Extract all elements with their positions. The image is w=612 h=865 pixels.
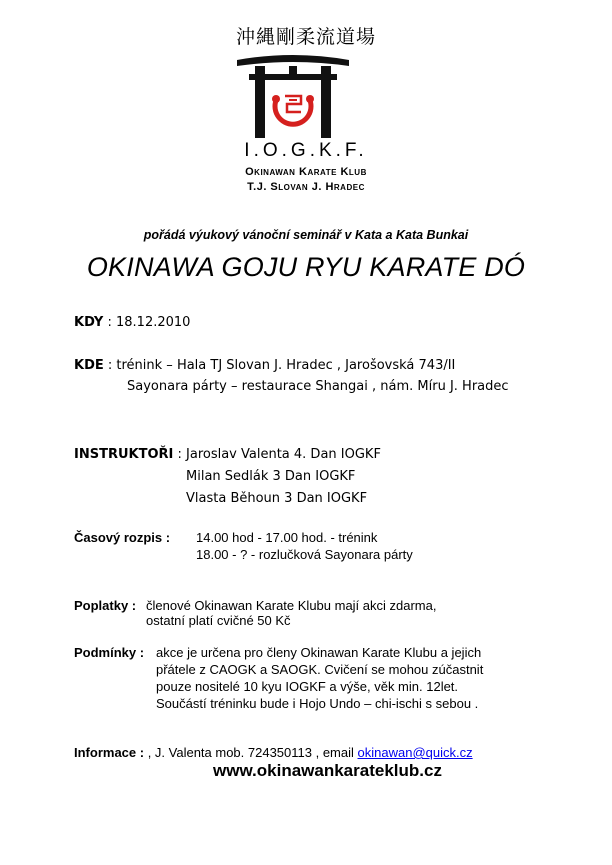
rozpis-label: Časový rozpis :	[74, 530, 171, 545]
kdy-value: : 18.12.2010	[107, 315, 191, 330]
kde-line1: : trénink – Hala TJ Slovan J. Hradec , Jarošovská 743/II	[107, 358, 456, 373]
poplatky-label: Poplatky :	[74, 598, 137, 613]
kde-label: KDE	[74, 358, 104, 373]
podminky-line1: akce je určena pro členy Okinawan Karate Klubu a jejich	[156, 645, 482, 660]
rozpis-line2: 18.00 - ? - rozlučková Sayonara párty	[196, 547, 413, 562]
kde-line2: Sayonara párty – restaurace Shangai , nám. Míru J. Hradec	[127, 379, 509, 394]
headline: OKINAWA GOJU RYU KARATE DÓ	[86, 252, 526, 282]
podminky-line3: pouze nositelé 10 kyu IOGKF a výše, věk min. 12let.	[156, 679, 459, 694]
kdy-label: KDY	[74, 315, 104, 330]
rozpis-line1: 14.00 hod - 17.00 hod. - trénink	[196, 530, 378, 545]
instructor-3: Vlasta Běhoun 3 Dan IOGKF	[186, 491, 368, 506]
instruktori-row	[74, 447, 381, 462]
informace-label: Informace :	[74, 745, 145, 760]
kanji-title: 沖縄剛柔流道場	[235, 26, 376, 48]
poplatky-line1: členové Okinawan Karate Klubu mají akci zdarma,	[146, 598, 437, 613]
kdy-row	[74, 315, 190, 330]
logo-org-name: I.O.G.K.F.	[244, 140, 368, 161]
instructor-2: Milan Sedlák 3 Dan IOGKF	[186, 469, 356, 484]
kde-row	[74, 358, 455, 373]
podminky-line2: přátele z CAOGK a SAOGK. Cvičení se mohou zúčastnit	[156, 662, 484, 677]
iogkf-torii-logo	[233, 52, 353, 140]
podminky-label: Podmínky :	[74, 645, 145, 660]
email-link[interactable]: okinawan@quick.cz	[357, 745, 473, 760]
instructor-1: : Jaroslav Valenta 4. Dan IOGKF	[177, 447, 381, 462]
poplatky-line2: ostatní platí cvičné 50 Kč	[146, 613, 291, 628]
podminky-line4: Součástí tréninku bude i Hojo Undo – chi-ischi s sebou .	[156, 696, 479, 711]
informace-row	[74, 745, 473, 760]
intro-text: pořádá výukový vánoční seminář v Kata a Kata Bunkai	[143, 228, 469, 242]
club-location: T.J. Slovan J. Hradec	[247, 181, 365, 193]
instruktori-label: INSTRUKTOŘI	[74, 447, 174, 462]
informace-text: , J. Valenta mob. 724350113 , email	[144, 745, 358, 760]
club-name: Okinawan Karate Klub	[245, 166, 367, 178]
website-url[interactable]: www.okinawankarateklub.cz	[213, 761, 442, 780]
